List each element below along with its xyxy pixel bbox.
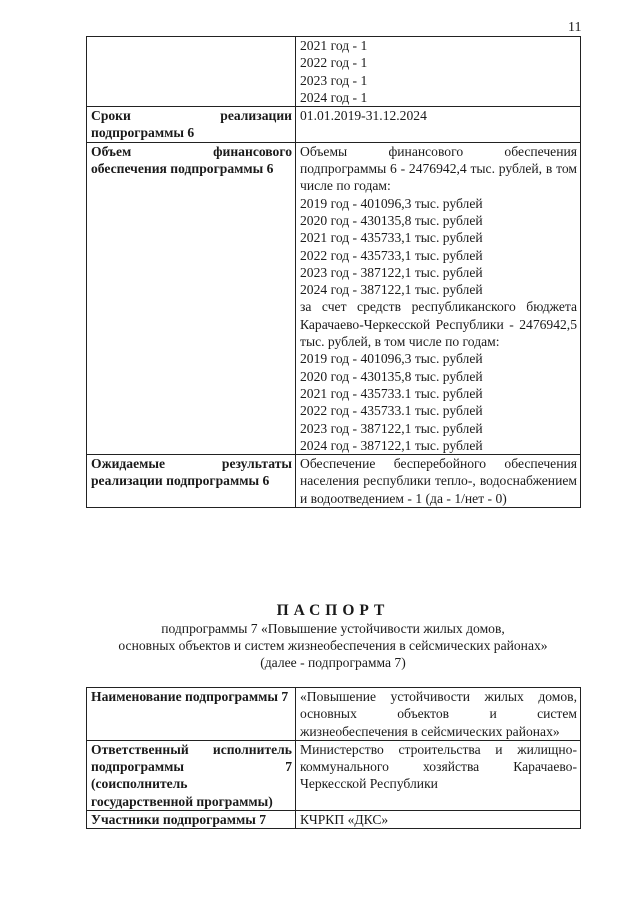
passport-subtitle-line: подпрограммы 7 «Повышение устойчивости жилых домов, (161, 621, 505, 636)
responsible-executor-label: Ответственный исполнитель подпрограммы 7 (соисполнитель государственной программы) (87, 740, 296, 810)
table-row (87, 740, 581, 810)
table-row (87, 107, 581, 143)
table-cell-empty (87, 37, 296, 107)
passport-heading (0, 602, 640, 671)
funding-year-line: 2019 год - 401096,3 тыс. рублей (300, 195, 483, 211)
passport-subtitle-line: основных объектов и систем жизнеобеспечения в сейсмических районах» (118, 638, 548, 653)
budget-year-line: 2020 год - 430135,8 тыс. рублей (300, 368, 483, 384)
funding-volume-cell (296, 142, 581, 454)
funding-volume-label: Объем финансового обеспечения подпрограммы 6 (87, 142, 296, 454)
subprogram-name-label: Наименование подпрограммы 7 (87, 688, 296, 741)
implementation-period-value: 01.01.2019-31.12.2024 (296, 107, 581, 143)
subprogram-7-table (86, 687, 581, 829)
expected-results-label: Ожидаемые результаты реализации подпрограммы 6 (87, 455, 296, 508)
table-row (87, 455, 581, 508)
budget-year-line: 2022 год - 435733.1 тыс. рублей (300, 403, 483, 419)
responsible-executor-value: Министерство строительства и жилищно-коммунального хозяйства Карачаево-Черкесской Республики (296, 740, 581, 810)
subprogram-name-value: «Повышение устойчивости жилых домов, основных объектов и систем жизнеобеспечения в сейсмических районах» (296, 688, 581, 741)
budget-year-line: 2024 год - 387122,1 тыс. рублей (300, 437, 483, 453)
year-line: 2021 год - 1 (300, 38, 368, 53)
table-row (87, 37, 581, 107)
year-line: 2024 год - 1 (300, 89, 368, 105)
participants-value: КЧРКП «ДКС» (296, 811, 581, 829)
funding-year-line: 2021 год - 435733,1 тыс. рублей (300, 230, 483, 246)
implementation-period-label: Сроки реализации подпрограммы 6 (87, 107, 296, 143)
funding-year-line: 2024 год - 387122,1 тыс. рублей (300, 282, 483, 298)
yearly-indicator-cell (296, 37, 581, 107)
passport-title: ПАСПОРТ (276, 602, 390, 619)
budget-source-text: за счет средств республиканского бюджета Карачаево-Черкесской Республики - 2476942,5 тыс. рублей, в том числе по годам: (300, 299, 577, 350)
funding-intro: Объемы финансового обеспечения подпрограммы 6 - 2476942,4 тыс. рублей, в том числе по годам: (300, 143, 577, 194)
year-line: 2023 год - 1 (300, 72, 368, 88)
page-number: 11 (568, 20, 582, 35)
table-row (87, 142, 581, 454)
funding-year-line: 2022 год - 435733,1 тыс. рублей (300, 247, 483, 263)
year-line: 2022 год - 1 (300, 55, 368, 71)
expected-results-value: Обеспечение бесперебойного обеспечения населения республики тепло-, водоснабжением и водоотведением - 1 (да - 1/нет - 0) (296, 455, 581, 508)
participants-label: Участники подпрограммы 7 (87, 811, 296, 829)
budget-year-line: 2023 год - 387122,1 тыс. рублей (300, 420, 483, 436)
subprogram-6-table (86, 36, 581, 508)
table-row (87, 688, 581, 741)
budget-year-line: 2019 год - 401096,3 тыс. рублей (300, 351, 483, 367)
passport-subtitle-line: (далее - подпрограмма 7) (260, 655, 406, 670)
funding-year-line: 2020 год - 430135,8 тыс. рублей (300, 212, 483, 228)
table-row (87, 811, 581, 829)
budget-year-line: 2021 год - 435733.1 тыс. рублей (300, 385, 483, 401)
funding-year-line: 2023 год - 387122,1 тыс. рублей (300, 264, 483, 280)
